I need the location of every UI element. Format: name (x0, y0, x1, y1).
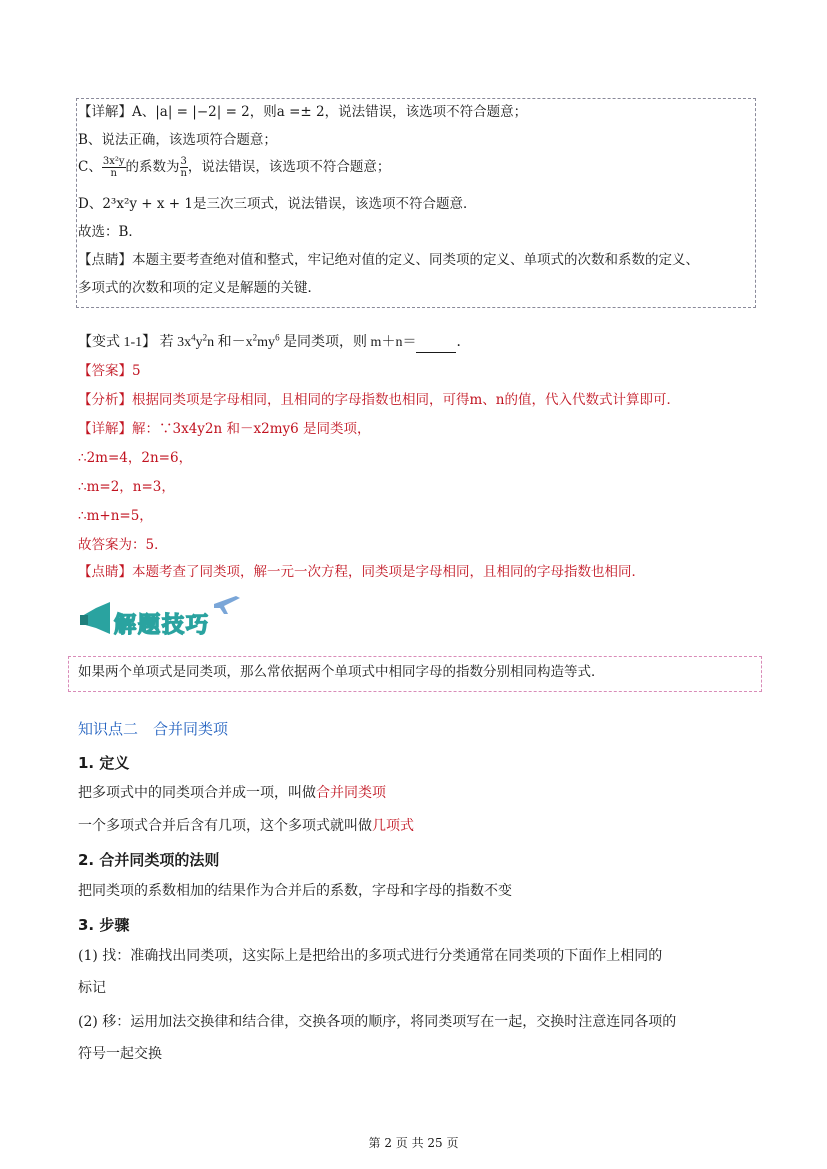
step-move-line-1: (2) 移：运用加法交换律和结合律，交换各项的顺序，将同类项写在一起，交换时注意连同各项的 (78, 1014, 677, 1030)
variant-detail-line: 【详解】解：∵3x4y2n 和－x2my6 是同类项， (78, 421, 371, 437)
tips-title: 解题技巧 (114, 613, 211, 638)
heading-definition: 1. 定义 (78, 754, 130, 772)
step-3: ∴m+n=5， (78, 508, 153, 524)
step-find-line-2: 标记 (78, 980, 106, 996)
definition-line-2: 一个多项式合并后含有几项，这个多项式就叫做几项式 (78, 818, 414, 834)
page-footer: 第 2 页 共 25 页 (368, 1136, 459, 1150)
step-4: 故答案为：5． (78, 537, 168, 553)
detail-line-6: 【点睛】本题主要考查绝对值和整式，牢记绝对值的定义、同类项的定义、单项式的次数和系数的定义、 (78, 252, 699, 268)
step-2: ∴m=2，n=3， (78, 479, 175, 495)
variant-question: 【变式 1-1】 若 $3x^4y^2n$ 和$-x^2my^6$ 是同类项，则 m＋n＝ ． (78, 333, 470, 353)
tips-text: 如果两个单项式是同类项，那么常依据两个单项式中相同字母的指数分别相同构造等式． (78, 664, 605, 680)
detail-line-7: 多项式的次数和项的定义是解题的关键． (78, 280, 321, 296)
step-1: ∴2m=4，2n=6， (78, 450, 193, 466)
detail-line-1: 【详解】A、|a| = |−2| = 2，则a =± 2，说法错误，该选项不符合题意； (78, 104, 528, 120)
detail-line-2: B、说法正确，该选项符合题意； (78, 132, 277, 148)
term-combine-like-terms: 合并同类项 (316, 785, 386, 801)
step-find-line-1: (1) 找：准确找出同类项，这实际上是把给出的多项式进行分类通常在同类项的下面作上相同的 (78, 948, 663, 964)
tips-banner (78, 590, 248, 640)
fraction-value: $\frac{3}{n}$ (180, 156, 187, 179)
answer-blank (416, 338, 456, 353)
knowledge-title: 知识点二 合并同类项 (78, 720, 229, 738)
detail-line-4: D、2³x²y + x + 1是三次三项式，说法错误，该选项不符合题意． (78, 196, 477, 212)
detail-line-3: C、 $\frac{\text{3x²y}}{n}$ 的系数为 $\frac{3}{n}$ ，说法错误，该选项不符合题意； (78, 156, 391, 179)
heading-steps: 3. 步骤 (78, 916, 130, 934)
step-move-line-2: 符号一起交换 (78, 1046, 162, 1062)
detail-line-5: 故选：B． (78, 224, 142, 240)
fraction-coefficient: $\frac{\text{3x²y}}{n}$ (102, 156, 125, 179)
definition-line-1: 把多项式中的同类项合并成一项，叫做合并同类项 (78, 785, 386, 801)
analysis-line: 【分析】根据同类项是字母相同，且相同的字母指数也相同，可得m、n的值，代入代数式计算即可． (78, 392, 680, 408)
rule-text: 把同类项的系数相加的结果作为合并后的系数，字母和字母的指数不变 (78, 883, 512, 899)
detail-tag: 【详解】 (78, 104, 132, 120)
variant-label: 【变式 1-1】 (78, 335, 157, 350)
airplane-icon (214, 596, 240, 614)
answer-line: 【答案】5 (78, 363, 141, 379)
heading-rule: 2. 合并同类项的法则 (78, 851, 220, 869)
term-n-term-polynomial: 几项式 (372, 818, 414, 834)
comment-line: 【点睛】本题考查了同类项，解一元一次方程，同类项是字母相同，且相同的字母指数也相同． (78, 564, 645, 580)
